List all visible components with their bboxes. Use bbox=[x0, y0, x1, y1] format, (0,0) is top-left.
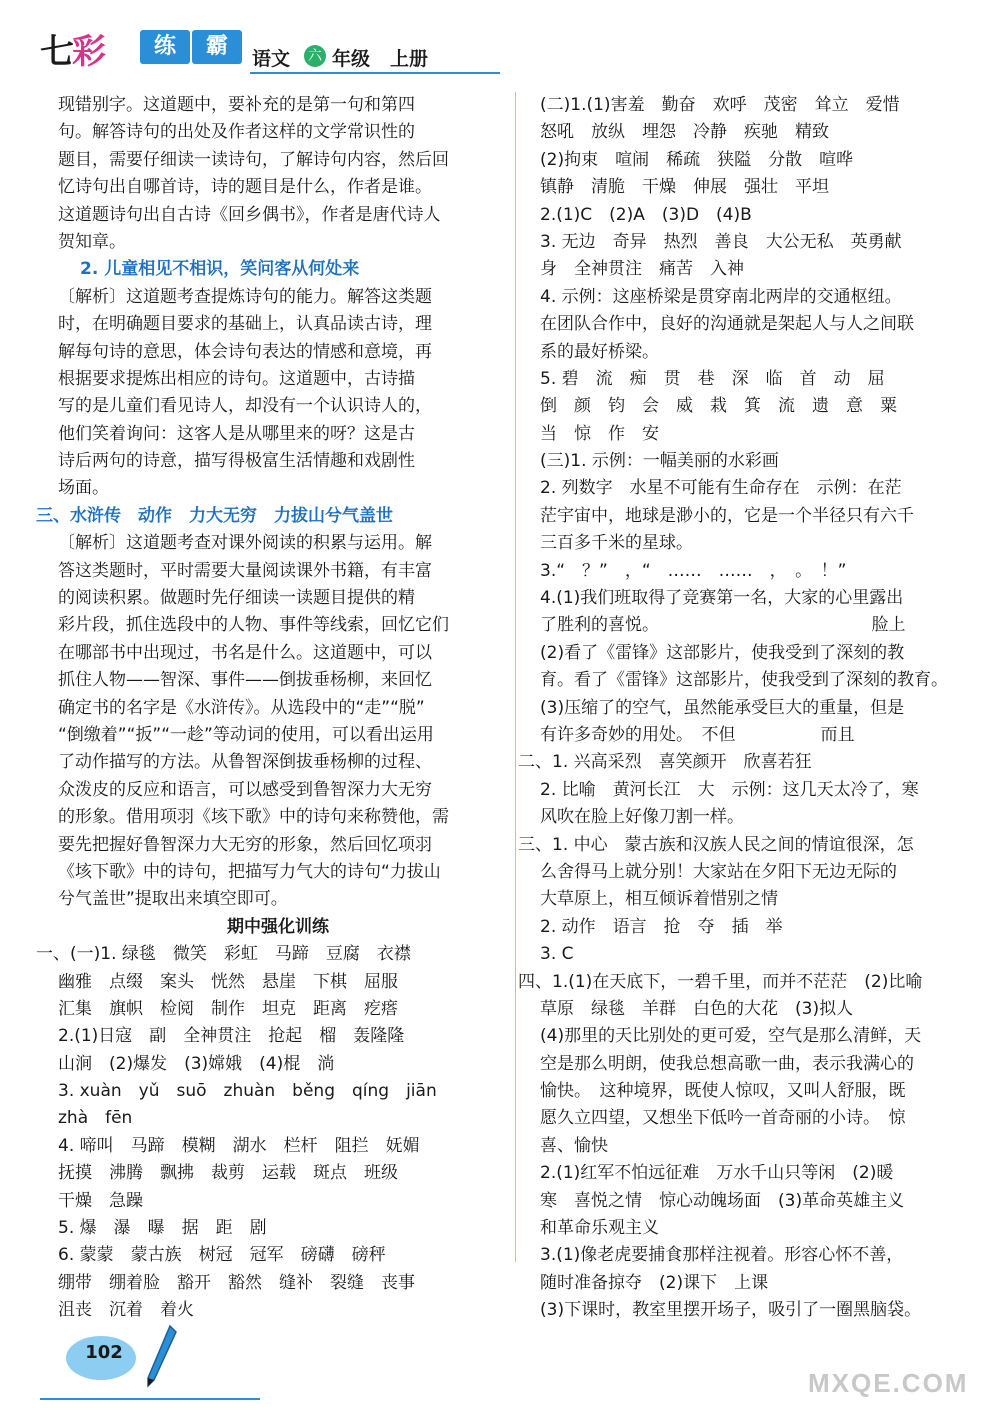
answer-line: 2.(1)红军不怕远征难 万水千山只等闲 (2)暖 bbox=[540, 1163, 894, 1184]
answer-line: 寒 喜悦之情 惊心动魄场面 (3)革命英雄主义 bbox=[540, 1190, 905, 1211]
right-column bbox=[518, 92, 980, 1325]
answer-line: 4.(1)我们班取得了竞赛第一名，大家的心里露出 bbox=[540, 588, 904, 609]
page-number: 102 bbox=[85, 1342, 123, 1363]
answer-line: 2. 列数字 水星不可能有生命存在 示例：在茫 bbox=[540, 478, 902, 499]
answer-line: 有许多奇妙的用处。 不但 而且 bbox=[540, 724, 855, 745]
left-column bbox=[36, 92, 498, 1325]
column-divider bbox=[515, 92, 516, 1262]
answer-line: (三)1. 示例：一幅美丽的水彩画 bbox=[540, 451, 779, 472]
answer-line: 现错别字。这道题中，要补充的是第一句和第四 bbox=[58, 95, 415, 115]
answer-line: 要先把握好鲁智深力大无穷的形象，然后回忆项羽 bbox=[58, 834, 432, 855]
answer-line: 育。看了《雷锋》这部影片，使我受到了深刻的教育。 bbox=[540, 670, 948, 691]
answer-line: (2)看了《雷锋》这部影片，使我受到了深刻的教 bbox=[540, 642, 905, 663]
answer-line: 么舍得马上就分别！大家站在夕阳下无边无际的 bbox=[540, 861, 897, 882]
answer-line: 倒 颜 钧 会 威 栽 箕 流 遗 意 粟 bbox=[540, 396, 897, 417]
answer-line: 汇集 旗帜 检阅 制作 坦克 距离 疙瘩 bbox=[58, 998, 398, 1019]
answer-line: 3.“ ？” ，“ …… …… ， 。 ！” bbox=[540, 560, 847, 581]
answer-line: 4. 示例：这座桥梁是贯穿南北两岸的交通枢纽。 bbox=[540, 286, 902, 307]
answer-line: 答这类题时，平时需要大量阅读课外书籍，有丰富 bbox=[58, 560, 432, 581]
page-header bbox=[0, 0, 1000, 80]
answer-line: (4)那里的天比别处的更可爱，空气是那么清鲜，天 bbox=[540, 1026, 922, 1047]
answer-line: 三、1. 中心 蒙古族和汉族人民之间的情谊很深，怎 bbox=[518, 834, 914, 855]
brand-badge-1: 练 bbox=[140, 30, 190, 64]
answer-line: 3. C bbox=[540, 944, 574, 965]
answer-line: 了胜利的喜悦。 脸上 bbox=[540, 615, 906, 636]
brand-char-2: 彩 bbox=[72, 32, 104, 72]
watermark: MXQE.COM bbox=[808, 1368, 969, 1398]
answer-line: 诗后两句的诗意，描写得极富生活情趣和戏剧性 bbox=[58, 451, 415, 472]
answer-line: 在哪部书中出现过，书名是什么。这道题中，可以 bbox=[58, 642, 432, 663]
answer-line: 三、水浒传 动作 力大无穷 力拔山兮气盖世 bbox=[36, 505, 393, 526]
answer-line: 镇静 清脆 干燥 伸展 强壮 平坦 bbox=[540, 177, 829, 198]
answer-line: 句。解答诗句的出处及作者这样的文学常识性的 bbox=[58, 122, 415, 143]
answer-line: “倒缴着”“扳”“一趁”等动词的使用，可以看出运用 bbox=[58, 724, 434, 745]
answer-line: 解每句诗的意思，体会诗句表达的情感和意境，再 bbox=[58, 341, 432, 362]
grade-number: 六 bbox=[304, 45, 326, 67]
answer-line: 5. 爆 瀑 曝 据 距 剧 bbox=[58, 1218, 267, 1239]
answer-line: 绷带 绷着脸 豁开 豁然 缝补 裂缝 丧事 bbox=[58, 1272, 415, 1293]
answer-line: 场面。 bbox=[58, 478, 109, 499]
answer-line: 抓住人物——智深、事件——倒拔垂杨柳，来回忆 bbox=[58, 670, 432, 691]
answer-line: 在团队合作中，良好的沟通就是架起人与人之间联 bbox=[540, 314, 914, 335]
pencil-icon bbox=[144, 1324, 178, 1394]
answer-line: 一、(一)1. 绿毯 微笑 彩虹 马蹄 豆腐 衣襟 bbox=[36, 944, 411, 965]
answer-line: 干燥 急躁 bbox=[58, 1190, 143, 1211]
answer-line: 3.(1)像老虎要捕食那样注视着。形容心怀不善， bbox=[540, 1245, 904, 1266]
answer-line: 彩片段，抓住选段中的人物、事件等线索，回忆它们 bbox=[58, 615, 449, 636]
answer-line: 众泼皮的反应和语言，可以感受到鲁智深力大无穷 bbox=[58, 779, 432, 800]
grade-label: 年级 bbox=[332, 48, 371, 70]
answer-line: (3)压缩了的空气，虽然能承受巨大的重量，但是 bbox=[540, 697, 905, 718]
answer-line: 2. 动作 语言 抢 夺 插 举 bbox=[540, 916, 783, 937]
term-label: 上册 bbox=[390, 48, 429, 70]
answer-line: 兮气盖世”提取出来填空即可。 bbox=[58, 889, 288, 910]
answer-line: 忆诗句出自哪首诗，诗的题目是什么，作者是谁。 bbox=[58, 177, 432, 198]
page-footer bbox=[0, 1320, 1000, 1425]
answer-line: 6. 蒙蒙 蒙古族 树冠 冠军 磅礴 磅秤 bbox=[58, 1245, 386, 1266]
answer-line: 空是那么明朗，使我总想高歌一曲，表示我满心的 bbox=[540, 1053, 914, 1074]
answer-line: 5. 碧 流 痴 贯 巷 深 临 首 动 屈 bbox=[540, 368, 885, 389]
answer-line: 的阅读积累。做题时先仔细读一读题目提供的精 bbox=[58, 588, 415, 609]
answer-line: 时，在明确题目要求的基础上，认真品读古诗，理 bbox=[58, 314, 432, 335]
answer-line: 山涧 (2)爆发 (3)嫦娥 (4)棍 淌 bbox=[58, 1053, 335, 1074]
answer-line: 贺知章。 bbox=[58, 231, 126, 252]
answer-line: 2. 比喻 黄河长江 大 示例：这几天太冷了，寒 bbox=[540, 779, 919, 800]
answer-line: 写的是儿童们看见诗人，却没有一个认识诗人的， bbox=[58, 396, 432, 417]
answer-line: zhà fēn bbox=[58, 1108, 133, 1129]
answer-line: 风吹在脸上好像刀割一样。 bbox=[540, 807, 744, 828]
answer-line: 3. xuàn yǔ suō zhuàn běng qíng jiān bbox=[58, 1081, 437, 1102]
answer-line: 怒吼 放纵 埋怨 冷静 疾驰 精致 bbox=[540, 122, 829, 143]
answer-line: 2.(1)日寇 副 全神贯注 抢起 榴 轰隆隆 bbox=[58, 1026, 405, 1047]
answer-line: 他们笑着询问：这客人是从哪里来的呀？这是古 bbox=[58, 423, 415, 444]
header-rule bbox=[250, 72, 500, 74]
answer-line: 3. 无边 奇异 热烈 善良 大公无私 英勇献 bbox=[540, 231, 902, 252]
answer-line: 2.(1)C (2)A (3)D (4)B bbox=[540, 204, 752, 225]
answer-line: 根据要求提炼出相应的诗句。这道题中，古诗描 bbox=[58, 368, 415, 389]
answer-line: 抚摸 沸腾 飘拂 裁剪 运载 斑点 班级 bbox=[58, 1163, 398, 1184]
answer-line: (2)拘束 喧闹 稀疏 狭隘 分散 喧哗 bbox=[540, 149, 854, 170]
answer-line: 随时准备掠夺 (2)课下 上课 bbox=[540, 1272, 769, 1293]
answer-line: 《垓下歌》中的诗句，把描写力气大的诗句“力拔山 bbox=[58, 861, 441, 882]
answer-line: 〔解析〕这道题考查提炼诗句的能力。解答这类题 bbox=[58, 286, 432, 307]
answer-line: 大草原上，相互倾诉着惜别之情 bbox=[540, 889, 778, 910]
brand-char-1: 七 bbox=[40, 32, 72, 72]
answer-line: 身 全神贯注 痛苦 入神 bbox=[540, 259, 744, 280]
brand-logo bbox=[40, 24, 104, 73]
answer-line: 确定书的名字是《水浒传》。从选段中的“走”“脱” bbox=[58, 697, 425, 718]
answer-line: 二、1. 兴高采烈 喜笑颜开 欣喜若狂 bbox=[518, 752, 812, 773]
answer-line: 和革命乐观主义 bbox=[540, 1218, 659, 1239]
brand-badge-2: 霸 bbox=[192, 30, 242, 64]
answer-line: 这道题诗句出自古诗《回乡偶书》，作者是唐代诗人 bbox=[58, 204, 441, 225]
footer-rule bbox=[40, 1398, 260, 1400]
answer-line: 〔解析〕这道题考查对课外阅读的积累与运用。解 bbox=[58, 533, 432, 554]
answer-line: 四、1.(1)在天底下，一碧千里，而并不茫茫 (2)比喻 bbox=[518, 971, 923, 992]
answer-line: 愿久立四望，又想坐下低吟一首奇丽的小诗。 惊 bbox=[540, 1108, 906, 1129]
answer-line: 当 惊 作 安 bbox=[540, 423, 659, 444]
answer-line: 的形象。借用项羽《垓下歌》中的诗句来称赞他，需 bbox=[58, 807, 449, 828]
answer-line: 系的最好桥梁。 bbox=[540, 341, 659, 362]
answer-line: 茫宇宙中，地球是渺小的，它是一个半径只有六千 bbox=[540, 505, 914, 526]
answer-line: (3)下课时，教室里摆开场子，吸引了一圈黑脑袋。 bbox=[540, 1300, 922, 1321]
answer-line: (二)1.(1)害羞 勤奋 欢呼 茂密 耸立 爱惜 bbox=[540, 95, 900, 115]
answer-line: 2. 儿童相见不相识，笑问客从何处来 bbox=[80, 259, 360, 280]
answer-line: 期中强化训练 bbox=[227, 916, 329, 937]
answer-line: 了动作描写的方法。从鲁智深倒拔垂杨柳的过程、 bbox=[58, 752, 432, 773]
subject-label: 语文 bbox=[252, 48, 291, 70]
answer-line: 幽雅 点缀 案头 恍然 悬崖 下棋 屈服 bbox=[58, 971, 398, 992]
answer-line: 三百多千米的星球。 bbox=[540, 533, 693, 554]
answer-line: 4. 啼叫 马蹄 模糊 湖水 栏杆 阻拦 妩媚 bbox=[58, 1135, 420, 1156]
answer-line: 愉快。 这种境界，既使人惊叹，又叫人舒服，既 bbox=[540, 1081, 906, 1102]
answer-line: 喜、愉快 bbox=[540, 1135, 608, 1156]
answer-line: 草原 绿毯 羊群 白色的大花 (3)拟人 bbox=[540, 998, 854, 1019]
answer-line: 题目，需要仔细读一读诗句，了解诗句内容，然后回 bbox=[58, 149, 449, 170]
answer-line: 沮丧 沉着 着火 bbox=[58, 1300, 194, 1321]
